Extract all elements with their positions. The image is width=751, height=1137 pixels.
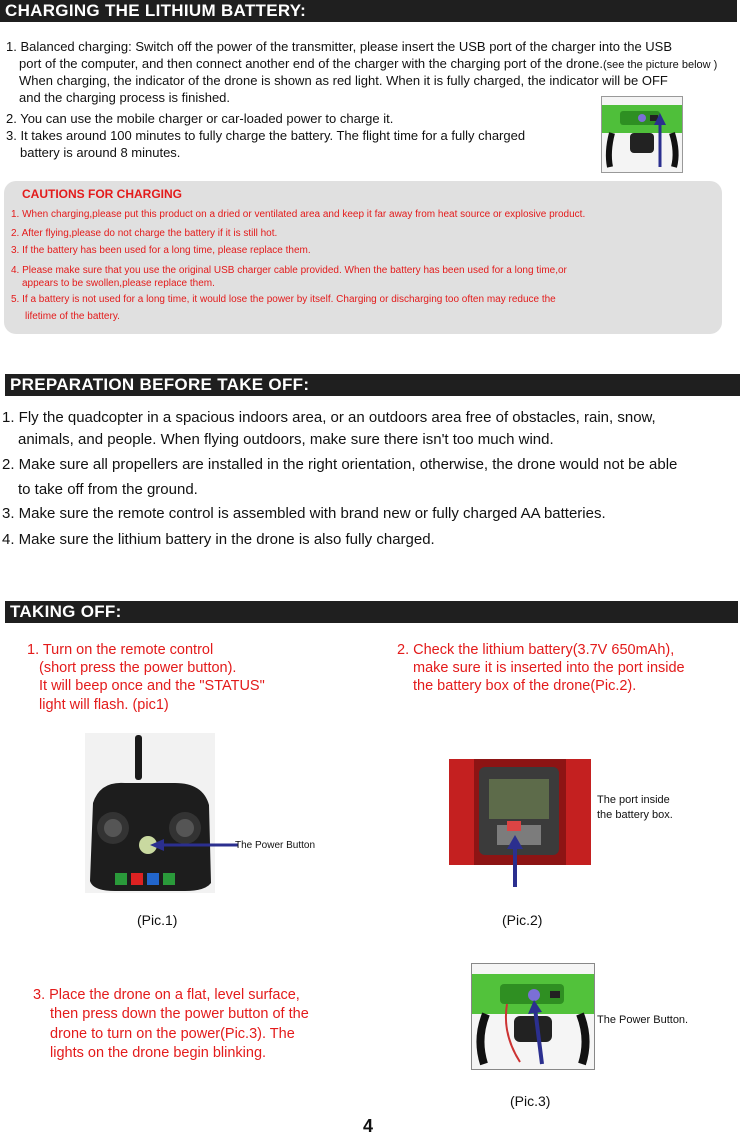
pic1-arrow [150, 838, 240, 852]
prep-item-2a: 2. Make sure all propellers are installed in the right orientation, otherwise, the drone would not be able [2, 456, 678, 473]
prep-item-1a: 1. Fly the quadcopter in a spacious indoors area, or an outdoors area free of obstacles, rain, snow, [2, 409, 656, 426]
prep-item-3: 3. Make sure the remote control is assembled with brand new or fully charged AA batteries. [2, 505, 606, 522]
step-1b: (short press the power button). [39, 660, 237, 676]
pic2-arrow [506, 835, 524, 887]
caution-4b: appears to be swollen,please replace them. [22, 278, 215, 289]
charging-item-1c: When charging, the indicator of the drone is shown as red light. When it is fully charged, the indicator will be OFF [19, 73, 668, 88]
step-2a: 2. Check the lithium battery(3.7V 650mAh), [397, 642, 675, 658]
pic3-label: The Power Button. [597, 1014, 689, 1026]
step-1a: 1. Turn on the remote control [27, 642, 214, 658]
pic2-label-a: The port inside [597, 794, 670, 806]
preparation-header [5, 374, 740, 396]
prep-item-2b: to take off from the ground. [18, 481, 198, 498]
caution-2: 2. After flying,please do not charge the battery if it is still hot. [11, 228, 278, 239]
step-3b: then press down the power button of the [50, 1006, 309, 1022]
pic2-caption: (Pic.2) [502, 912, 543, 928]
prep-item-1b: animals, and people. When flying outdoors, make sure there isn't too much wind. [18, 431, 554, 448]
caution-4a: 4. Please make sure that you use the original USB charger cable provided. When the battery has been used for a long time,or [11, 265, 567, 276]
charging-item-2: 2. You can use the mobile charger or car-loaded power to charge it. [6, 111, 394, 126]
takeoff-title: TAKING OFF: [10, 602, 122, 621]
step-1c: It will beep once and the "STATUS" [39, 678, 265, 694]
caution-5b: lifetime of the battery. [25, 311, 120, 322]
takeoff-header [5, 601, 738, 623]
charging-header [0, 0, 737, 22]
pic3-caption: (Pic.3) [510, 1093, 551, 1109]
charging-item-3a: 3. It takes around 100 minutes to fully charge the battery. The flight time for a fully charged [6, 128, 526, 143]
pic1-caption: (Pic.1) [137, 912, 178, 928]
remote-control-photo [85, 733, 215, 893]
step-3a: 3. Place the drone on a flat, level surface, [33, 987, 300, 1003]
charging-port-photo [601, 96, 683, 173]
step-2c: the battery box of the drone(Pic.2). [413, 678, 637, 694]
pic2-label-b: the battery box. [597, 809, 673, 821]
step-1d: light will flash. (pic1) [39, 697, 169, 713]
charging-item-1b-note: (see the picture below ) [602, 59, 718, 71]
caution-1: 1. When charging,please put this product on a dried or ventilated area and keep it far away from heat source or explosive product. [11, 209, 586, 220]
preparation-title: PREPARATION BEFORE TAKE OFF: [10, 375, 310, 394]
charging-item-1b-text: port of the computer, and then connect another end of the charger with the charging port of the drone. [19, 56, 603, 71]
caution-3: 3. If the battery has been used for a long time, please replace them. [11, 245, 311, 256]
step-3d: lights on the drone begin blinking. [50, 1045, 267, 1061]
charging-item-1d: and the charging process is finished. [19, 90, 231, 105]
caution-5a: 5. If a battery is not used for a long time, it would lose the power by itself. Charging or discharging too often may reduce the [11, 294, 556, 305]
page-number: 4 [363, 1116, 374, 1136]
charging-item-1a: 1. Balanced charging: Switch off the power of the transmitter, please insert the USB port of the charger into the USB [6, 39, 673, 54]
cautions-title: CAUTIONS FOR CHARGING [22, 187, 182, 201]
charging-item-3b: battery is around 8 minutes. [20, 145, 181, 160]
drone-power-button-photo [471, 963, 595, 1070]
prep-item-4: 4. Make sure the lithium battery in the drone is also fully charged. [2, 531, 435, 548]
pic1-label: The Power Button [235, 840, 316, 851]
step-2b: make sure it is inserted into the port inside [413, 660, 685, 676]
charging-title: CHARGING THE LITHIUM BATTERY: [5, 1, 307, 20]
step-3c: drone to turn on the power(Pic.3). The [50, 1026, 295, 1042]
